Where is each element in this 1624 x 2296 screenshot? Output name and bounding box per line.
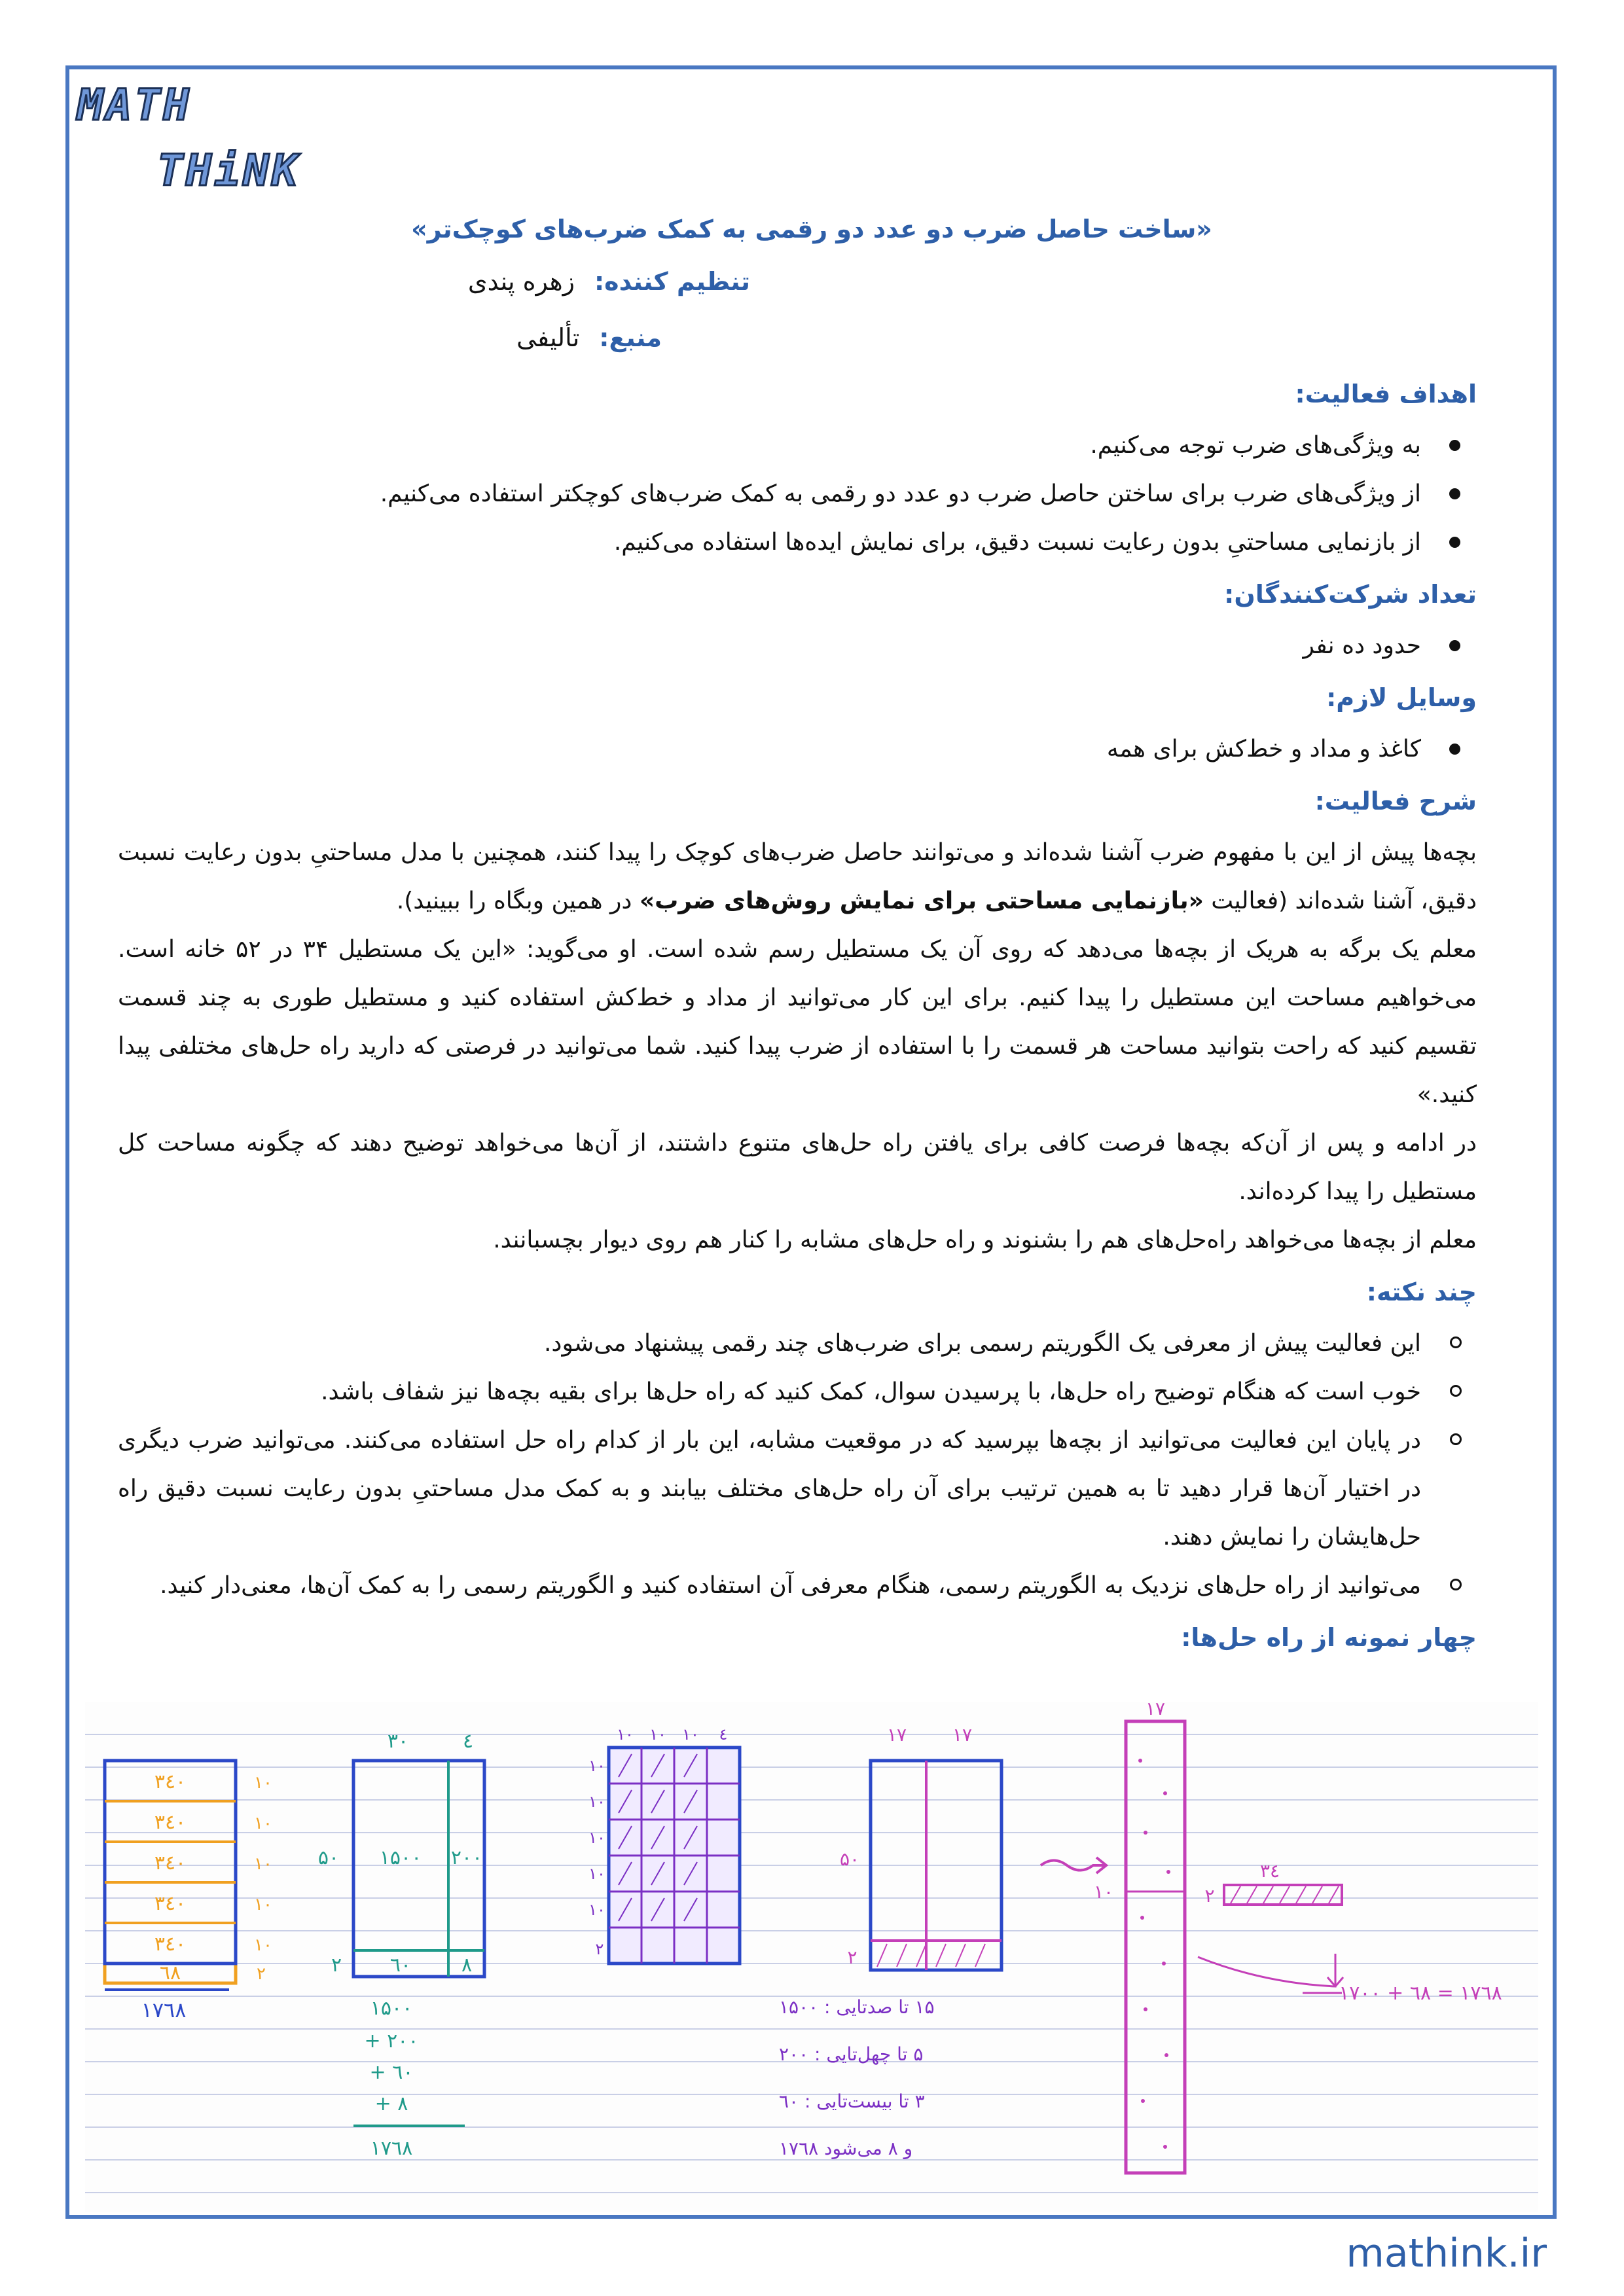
paragraph-text: بچه‌ها پیش از این با مفهوم ضرب آشنا شده‌اند و می‌توانند حاصل ضرب‌های کوچک را پیدا کنند، همچنین با مدل مساحتیِ بدون رعایت نسبت دقیق، آشنا شده‌اند (فعالیت <box>118 839 1477 914</box>
participants-heading: تعداد شرکت‌کنندگان: <box>1224 580 1477 609</box>
top-right-label: ۱۷ <box>952 1724 973 1746</box>
description-paragraph-1 <box>118 829 1477 925</box>
list-item: این فعالیت پیش از معرفی یک الگوریتم رسمی برای ضرب‌های چند رقمی پیشنهاد می‌شود. <box>118 1319 1421 1368</box>
grid-left-label: ۱۰ <box>588 1793 605 1811</box>
list-item: کاغذ و مداد و خط‌کش برای همه <box>118 725 1421 774</box>
list-item: خوب است که هنگام توضیح راه حل‌ها، با پرسیدن سوال، کمک کنید که راه حل‌ها برای بقیه بچه‌ها نیز شفاف باشد. <box>118 1368 1421 1416</box>
cell-value: ۱۵۰۰ <box>379 1846 422 1869</box>
participants-list <box>118 622 1477 670</box>
left-top-label: ۵۰ <box>317 1846 340 1869</box>
source-label: منبع: <box>599 323 662 352</box>
sample-2-total: ۱۷٦۸ <box>370 2137 413 2160</box>
description-heading: شرح فعالیت: <box>1314 787 1477 816</box>
row-value: ۳٤٠ <box>154 1811 187 1834</box>
materials-list <box>118 725 1477 774</box>
list-item: در پایان این فعالیت می‌توانید از بچه‌ها بپرسید که در موقعیت مشابه، این بار از کدام راه حل استفاده می‌کنند. می‌توانید ضرب دیگری در اختیار آن‌ها قرار دهید تا به همین ترتیب برای آن راه حل‌های مختلف بیابند و به کمک مدل مساحتیِ بدون رعایت نسبت دقیق راه حل‌هایشان را نمایش دهند. <box>118 1416 1421 1562</box>
grid-top-label: ۱۰ <box>682 1725 699 1744</box>
source-value: تألیفی <box>516 323 580 352</box>
grid-explanation-line: ۳ تا بیست‌تایی : ٦۰ <box>779 2090 925 2112</box>
document-body <box>118 367 1477 1665</box>
list-item: از بازنمایی مساحتیِ بدون رعایت نسبت دقیق، برای نمایش ایده‌ها استفاده می‌کنیم. <box>118 518 1421 567</box>
last-row-label: ۲ <box>257 1964 266 1984</box>
list-item: می‌توانید از راه حل‌های نزدیک به الگوریتم رسمی، هنگام معرفی آن استفاده کنید و الگوریتم رسمی را به کمک آن‌ها، معنی‌دار کنید. <box>118 1562 1421 1610</box>
row-value: ۳٤٠ <box>154 1770 187 1793</box>
page-title: «ساخت حاصل ضرب دو عدد دو رقمی به کمک ضرب‌های کوچک‌تر» <box>411 215 1212 243</box>
left-bottom-label: ۲ <box>331 1954 342 1977</box>
description-paragraph-4: معلم از بچه‌ها می‌خواهد راه‌حل‌های هم را بشنوند و راه حل‌های مشابه را کنار هم روی دیوار بچسبانند. <box>493 1227 1477 1253</box>
grid-explanation-line: ۱۵ تا صدتایی : ۱۵۰۰ <box>779 1996 935 2018</box>
materials-heading: وسایل لازم: <box>1326 683 1477 712</box>
tall-strip-top-label: ۱۷ <box>1145 1702 1166 1719</box>
cell-value: ٦۰ <box>389 1954 412 1977</box>
row-label: ۱۰ <box>254 1854 272 1874</box>
list-item: از ویژگی‌های ضرب برای ساختن حاصل ضرب دو عدد دو رقمی به کمک ضرب‌های کوچکتر استفاده می‌کنیم. <box>118 470 1421 518</box>
grid-left-label: ۱۰ <box>588 1901 605 1919</box>
description-paragraph-3: در ادامه و پس از آن‌که بچه‌ها فرصت کافی برای یافتن راه حل‌های متنوع داشتند، از آن‌ها می‌خواهد توضیح دهند که چگونه مساحت کل مستطیل را پیدا کرده‌اند. <box>118 1130 1477 1205</box>
top-right-label: ٤ <box>462 1730 474 1753</box>
logo-word-math: MATH <box>77 80 192 130</box>
grid-explanation-line: و ۸ می‌شود ۱۷٦۸ <box>779 2138 913 2159</box>
organizer-row <box>468 267 750 296</box>
sample-1-total: ۱۷٦۸ <box>141 1998 187 2022</box>
description-paragraph-2: معلم یک برگه به هریک از بچه‌ها می‌دهد که روی آن یک مستطیل رسم شده است. او می‌گوید: «این یک مستطیل ۳۴ در ۵۲ خانه است. می‌خواهیم مساحت این مستطیل را پیدا کنیم. برای این کار می‌توانید از مداد و خط‌کش استفاده کنید و مستطیل طوری به چند قسمت تقسیم کنید که راحت بتوانید مساحت هر قسمت را با استفاده از ضرب پیدا کنید. شما می‌توانید در فرصتی که دارید راه حل‌های مختلفی پیدا کنید.» <box>118 936 1477 1108</box>
left-bottom-label: ۲ <box>847 1946 857 1968</box>
organizer-value: زهره پندی <box>467 267 575 296</box>
source-row <box>516 323 662 352</box>
list-item: حدود ده نفر <box>118 622 1421 670</box>
row-value: ۳٤٠ <box>154 1852 187 1874</box>
sum-line: + ٦۰ <box>369 2061 414 2084</box>
grid-top-label: ٤ <box>719 1725 728 1744</box>
row-label: ۱۰ <box>254 1935 272 1955</box>
row-value: ۳٤٠ <box>154 1933 187 1956</box>
grid-left-label: ۱۰ <box>588 1829 605 1847</box>
cell-value: ۲۰۰ <box>450 1846 483 1869</box>
row-label: ۱۰ <box>254 1773 272 1793</box>
row-value: ۳٤٠ <box>154 1892 187 1915</box>
short-strip-top-label: ۳٤ <box>1259 1860 1280 1882</box>
grid-top-label: ۱۰ <box>617 1725 634 1744</box>
grid-left-label: ۲ <box>595 1940 604 1958</box>
notes-list <box>118 1319 1477 1610</box>
top-left-label: ۱۷ <box>886 1724 907 1746</box>
short-strip-left-label: ۲ <box>1204 1885 1215 1907</box>
site-url: mathink.ir <box>1346 2231 1547 2276</box>
notes-heading: چند نکته: <box>1366 1278 1477 1306</box>
paragraph-text: در همین وبگاه را ببینید). <box>396 888 640 914</box>
grid-explanation-line: ۵ تا چهل‌تایی : ۲۰۰ <box>779 2043 924 2065</box>
sum-line: + ۸ <box>374 2092 408 2115</box>
organizer-label: تنظیم کننده: <box>594 267 750 296</box>
handwritten-solutions-image <box>85 1702 1538 2212</box>
cell-value: ۸ <box>461 1954 473 1977</box>
goals-heading: اهداف فعالیت: <box>1295 380 1477 408</box>
row-label: ۱۰ <box>254 1814 272 1833</box>
sample-4-equation: ۱۷۰۰ + ٦۸ = ۱۷٦۸ <box>1339 1982 1502 2005</box>
left-main-label: ۵۰ <box>839 1848 860 1870</box>
tall-strip-left-label: ۱۰ <box>1093 1881 1114 1903</box>
goals-list <box>118 422 1477 567</box>
row-label: ۱۰ <box>254 1895 272 1914</box>
grid-left-label: ۱۰ <box>588 1865 605 1883</box>
samples-heading: چهار نمونه از راه حل‌ها: <box>1181 1623 1477 1652</box>
sum-line: ۱۵۰۰ <box>370 1997 413 2020</box>
activity-link-title: «بازنمایی مساحتی برای نمایش روش‌های ضرب» <box>639 888 1204 914</box>
grid-top-label: ۱۰ <box>649 1725 666 1744</box>
top-left-label: ۳۰ <box>387 1730 409 1753</box>
mathink-logo <box>77 80 339 211</box>
list-item: به ویژگی‌های ضرب توجه می‌کنیم. <box>118 422 1421 470</box>
grid-left-label: ۱۰ <box>588 1757 605 1775</box>
last-row-value: ٦۸ <box>159 1962 181 1984</box>
sum-line: + ۲۰۰ <box>364 2030 419 2053</box>
logo-word-think: THiNK <box>157 145 300 196</box>
